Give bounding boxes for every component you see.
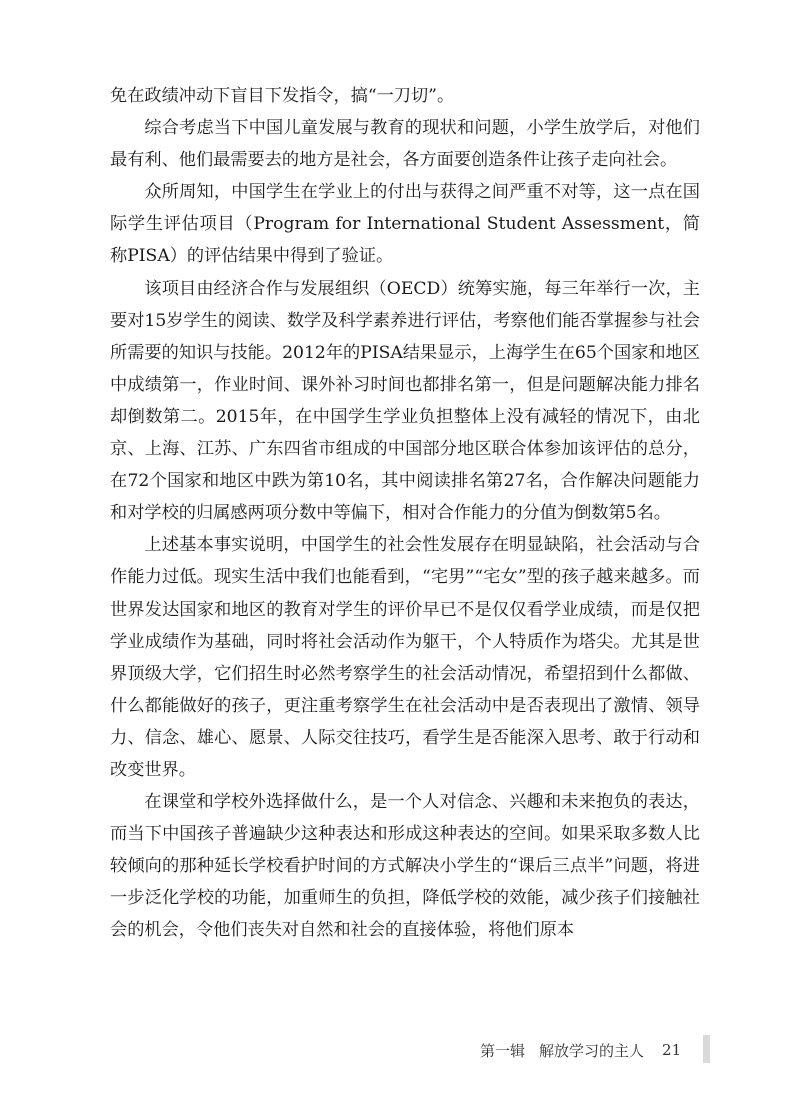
body-text xyxy=(110,80,700,947)
page-footer xyxy=(480,1038,681,1062)
paragraph: 上述基本事实说明，中国学生的社会性发展存在明显缺陷，社会活动与合作能力过低。现实生活中我们也能看到，“宅男”“宅女”型的孩子越来越多。而世界发达国家和地区的教育对学生的评价早已不是仅仅看学业成绩，而是仅把学业成绩作为基础，同时将社会活动作为躯干，个人特质作为塔尖。尤其是世界顶级大学，它们招生时必然考察学生的社会活动情况，希望招到什么都做、什么都能做好的孩子，更注重考察学生在社会活动中是否表现出了激情、领导力、信念、雄心、愿景、人际交往技巧，看学生是否能深入思考、敢于行动和改变世界。 xyxy=(110,535,700,780)
paragraph: 在课堂和学校外选择做什么，是一个人对信念、兴趣和未来抱负的表达，而当下中国孩子普遍缺少这种表达和形成这种表达的空间。如果采取多数人比较倾向的那种延长学校看护时间的方式解决小学生的“课后三点半”问题，将进一步泛化学校的功能，加重师生的负担，降低学校的效能，减少孩子们接触社会的机会，令他们丧失对自然和社会的直接体验，将他们原本 xyxy=(110,792,700,941)
page-number: 21 xyxy=(662,1041,682,1059)
paragraph: 众所周知，中国学生在学业上的付出与获得之间严重不对等，这一点在国际学生评估项目（Program for International Student Assessment，简称PISA）的评估结果中得到了验证。 xyxy=(110,182,700,267)
paragraph: 综合考虑当下中国儿童发展与教育的现状和问题，小学生放学后，对他们最有利、他们最需要去的地方是社会，各方面要创造条件让孩子走向社会。 xyxy=(110,118,700,171)
paragraph: 该项目由经济合作与发展组织（OECD）统筹实施，每三年举行一次，主要对15岁学生的阅读、数学及科学素养进行评估，考察他们能否掌握参与社会所需要的知识与技能。2012年的PISA结果显示，上海学生在65个国家和地区中成绩第一，作业时间、课外补习时间也都排名第一，但是问题解决能力排名却倒数第二。2015年，在中国学生学业负担整体上没有减轻的情况下，由北京、上海、江苏、广东四省市组成的中国部分地区联合体参加该评估的总分，在72个国家和地区中跌为第10名，其中阅读排名第27名，合作解决问题能力和对学校的归属感两项分数中等偏下，相对合作能力的分值为倒数第5名。 xyxy=(110,278,700,524)
paragraph-continuation: 免在政绩冲动下盲目下发指令，搞“一刀切”。 xyxy=(110,86,455,106)
footer-edge-bar xyxy=(703,1035,710,1063)
footer-chapter-title: 解放学习的主人 xyxy=(539,1041,645,1060)
footer-part-label: 第一辑 xyxy=(480,1041,526,1060)
